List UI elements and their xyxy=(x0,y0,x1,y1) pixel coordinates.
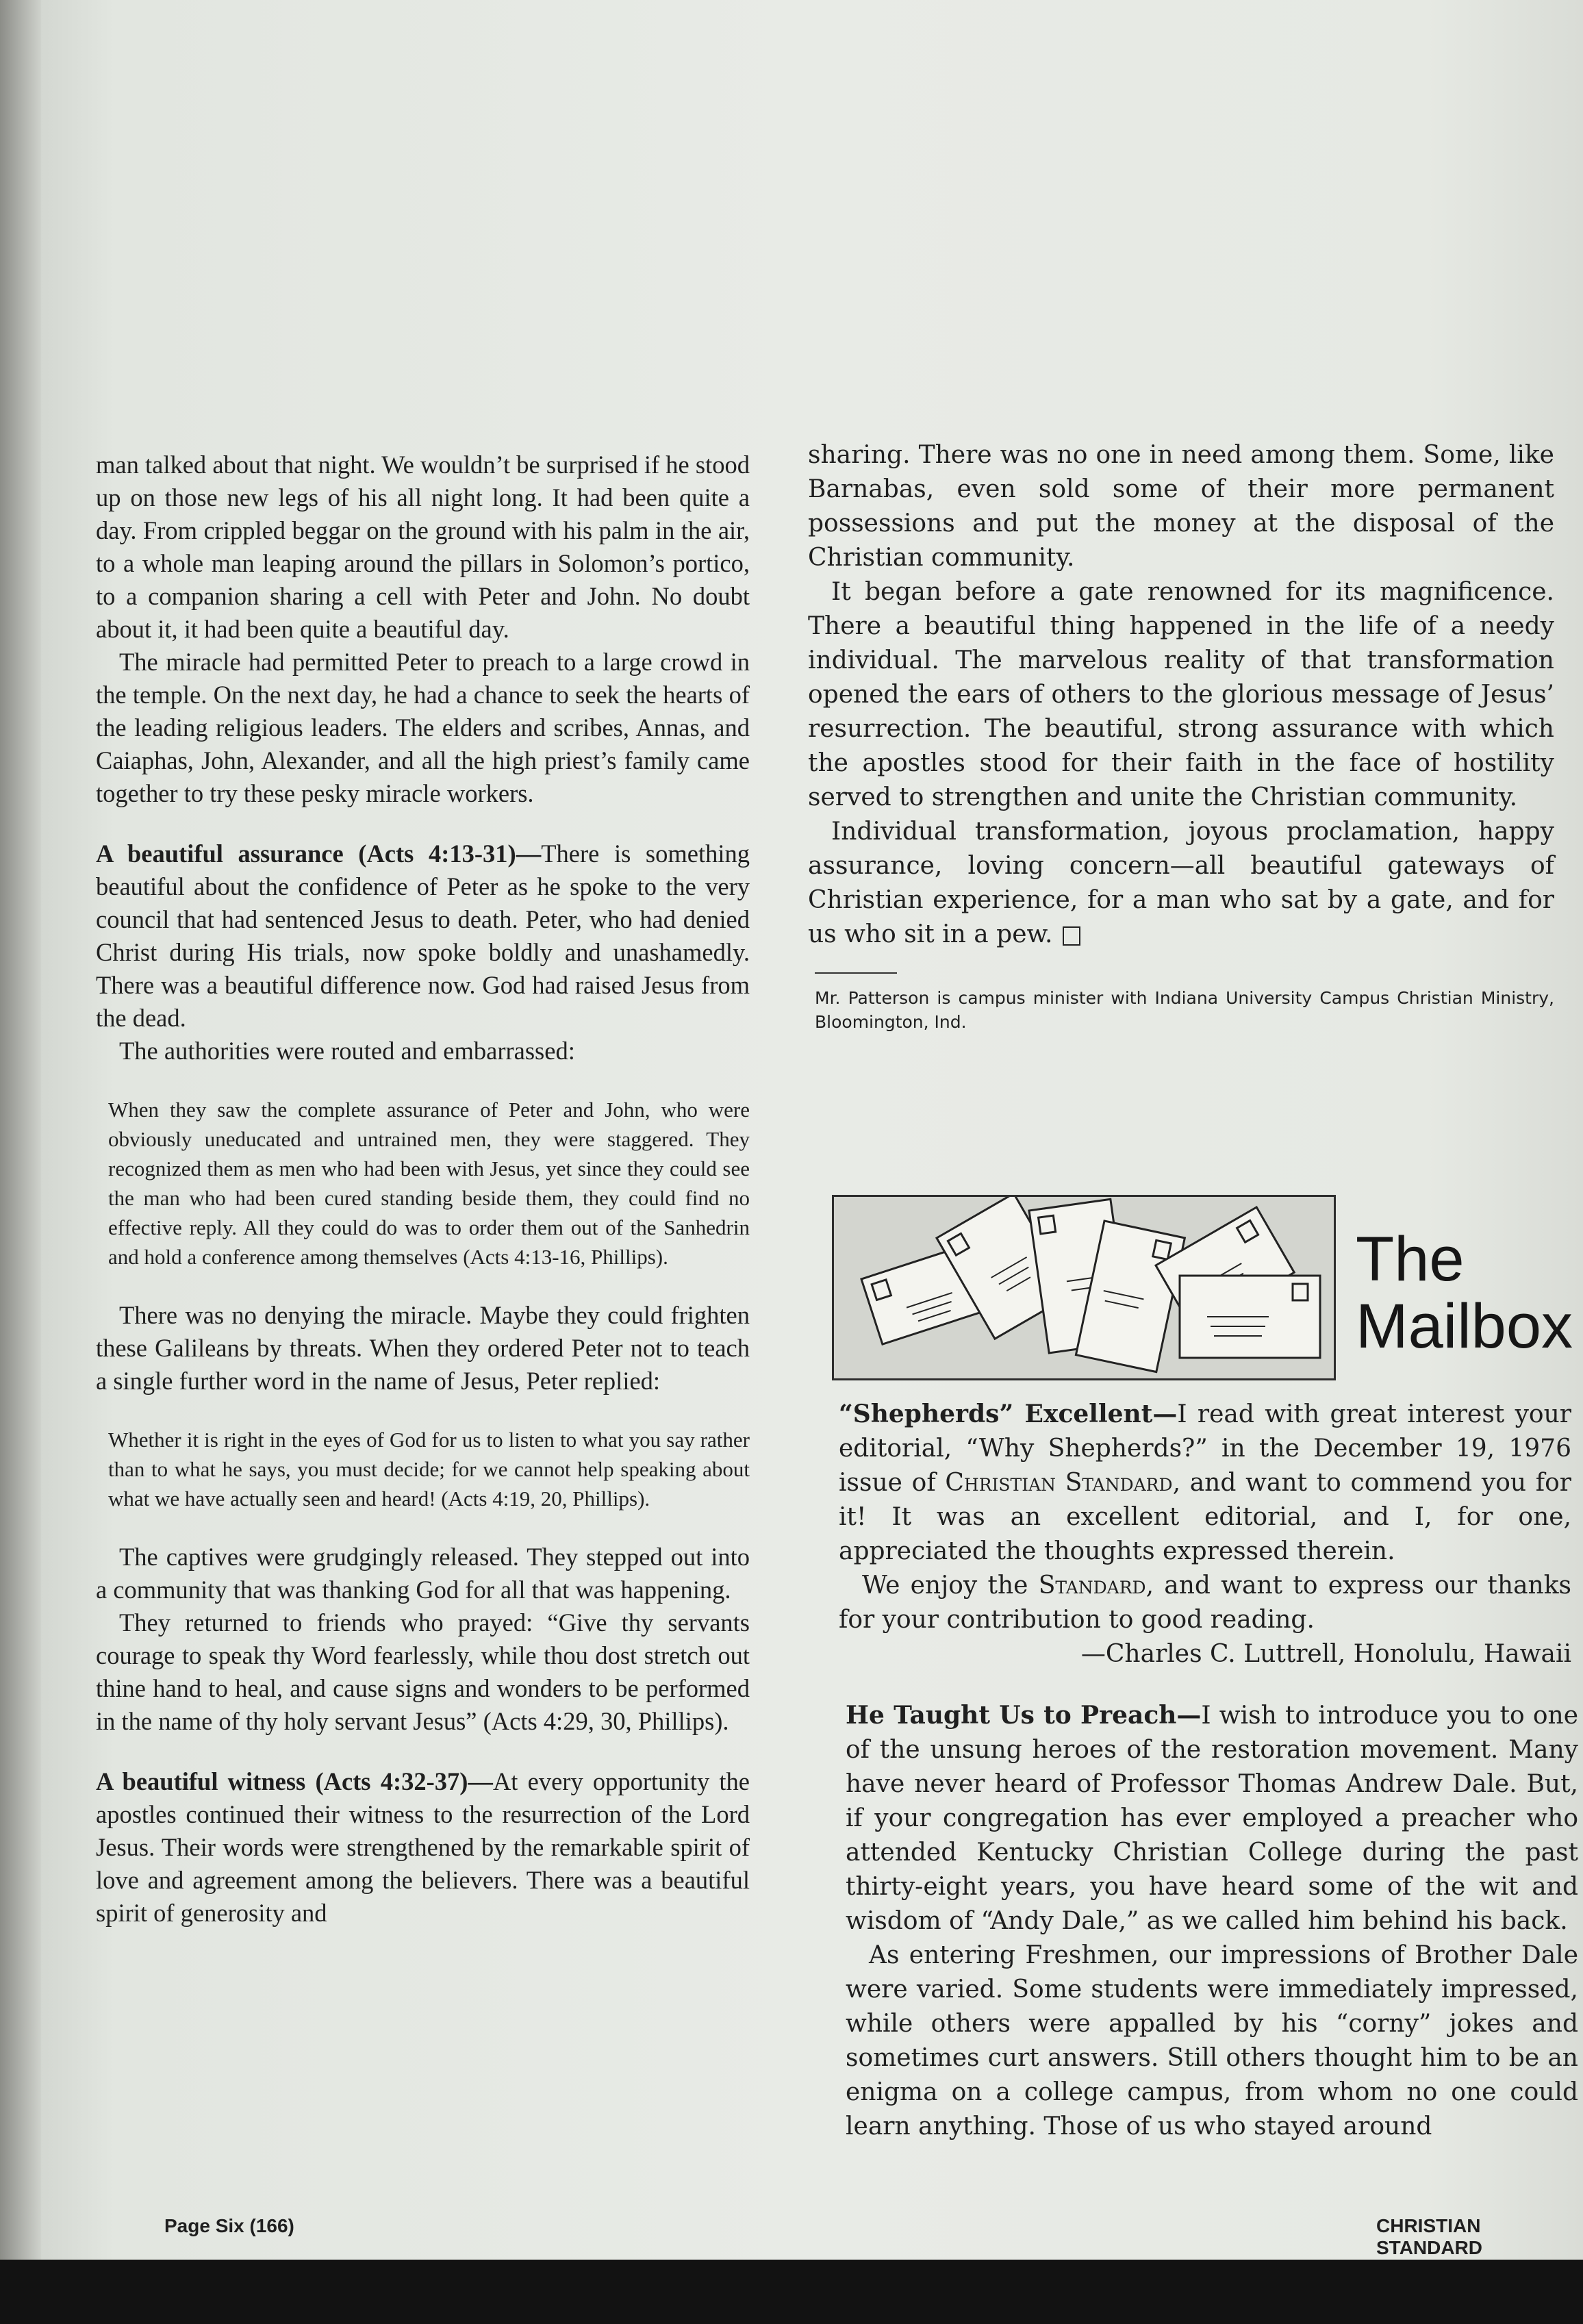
mailbox-title-line: Mailbox xyxy=(1356,1291,1573,1361)
end-mark-icon xyxy=(1063,926,1080,946)
paragraph: It began before a gate renowned for its magnificence. There a beautiful thing happened in the life of a needy individual. The marvelous reality of that transformation opened the ears of others to the glorious message of Jesus’ resurrection. The beautiful, strong assurance with which the apostles stood for their faith in the face of hostility served to strengthen and unite the Christian community. xyxy=(808,578,1554,811)
paragraph: sharing. There was no one in need among them. Some, like Barnabas, even sold some of their more permanent possessions and put the money at the disposal of the Christian community. xyxy=(808,441,1554,572)
letter-text: I read with great interest your editorial, “Why Shepherds?” in the December 19, 1976 issue of xyxy=(839,1400,1571,1497)
footnote-rule xyxy=(815,972,897,974)
paragraph: They returned to friends who prayed: “Give thy servants courage to speak thy Word fearlessly, while thou dost stretch out thine hand to heal, and cause signs and wonders to be performed in the name of thy holy servant Jesus” (Acts 4:29, 30, Phillips). xyxy=(96,1608,750,1735)
paragraph: man talked about that night. We wouldn’t be surprised if he stood up on those new legs of his all night long. It had been quite a day. From crippled beggar on the ground with his palm in the air, to a whole man leaping around the pillars in Solomon’s portico, to a companion sharing a cell with Peter and John. No doubt about it, it had been quite a beautiful day. xyxy=(96,451,750,643)
page-number: Page Six (166) xyxy=(164,2215,294,2236)
letter-heading: He Taught Us to Preach— xyxy=(846,1701,1202,1730)
paragraph-text: There is something beautiful about the confidence of Peter as he spoke to the very council that had sentenced Jesus to death. Peter, who had denied Christ during His trials, now spoke boldly and unashamedly. There was a beautiful difference now. God had raised Jesus from the dead. xyxy=(96,839,750,1032)
section-heading: A beautiful witness (Acts 4:32-37)— xyxy=(96,1767,493,1795)
magazine-name: Christian Standard xyxy=(945,1469,1173,1497)
section-paragraph xyxy=(96,1765,750,1930)
left-column xyxy=(96,449,750,1930)
right-column xyxy=(808,438,1554,1034)
letter-paragraph xyxy=(839,1569,1571,1637)
letter-paragraph xyxy=(839,1397,1571,1569)
block-quote: When they saw the complete assurance of Peter and John, who were obviously uneducated and untrained men, they were staggered. They recognized them as men who had been with Jesus, yet since they could see the man who had been cured standing beside them, they could find no effective reply. All they could do was to order them out of the Sanhedrin and hold a conference among themselves (Acts 4:13-16, Phillips). xyxy=(108,1098,750,1269)
block-quote: Whether it is right in the eyes of God for us to listen to what you say rather than to what he says, you must decide; for we cannot help speaking about what we have actually seen and heard! (Acts 4:19, 20, Phillips). xyxy=(108,1428,750,1511)
paragraph-text: Individual transformation, joyous proclamation, happy assurance, loving concern—all beautiful gateways of Christian experience, for a man who sat by a gate, and for us who sit in a pew. xyxy=(808,818,1554,948)
paragraph-text: At every opportunity the apostles continued their witness to the resurrection of the Lord Jesus. Their words were strengthened by the remarkable spirit of love and agreement among the believers. There was a beautiful spirit of generosity and xyxy=(96,1767,750,1927)
author-footnote: Mr. Patterson is campus minister with Indiana University Campus Christian Ministry, Bloomington, Ind. xyxy=(815,988,1554,1032)
scan-border xyxy=(0,2260,1583,2324)
letter-heading: “Shepherds” Excellent— xyxy=(839,1400,1178,1428)
letter-text: We enjoy the xyxy=(862,1571,1039,1600)
mailbox-illustration xyxy=(832,1195,1336,1380)
letter-signature: —Charles C. Luttrell, Honolulu, Hawaii xyxy=(1080,1640,1571,1668)
letter-text: , and want to express our thanks for your contribution to good reading. xyxy=(839,1571,1572,1634)
paragraph: The authorities were routed and embarrassed: xyxy=(119,1037,575,1065)
magazine-footer: CHRISTIAN STANDARD xyxy=(1376,2215,1483,2258)
mailbox-title xyxy=(1356,1226,1573,1360)
section-heading: A beautiful assurance (Acts 4:13-31)— xyxy=(96,839,542,868)
section-paragraph xyxy=(96,837,750,1035)
letter-taught-us xyxy=(846,1698,1578,2144)
paragraph: The miracle had permitted Peter to preach to a large crowd in the temple. On the next day, he had a chance to seek the hearts of the leading religious leaders. The elders and scribes, Annas, and Caiaphas, John, Alexander, and all the high priest’s family came together to try these pesky miracle workers. xyxy=(96,648,750,807)
letter-paragraph: As entering Freshmen, our impressions of Brother Dale were varied. Some students were immediately impressed, while others were appalled by his “corny” jokes and sometimes curt answers. Still others thought him to be an enigma on a college campus, from whom no one could learn anything. Those of us who stayed around xyxy=(846,1941,1578,2140)
paragraph: There was no denying the miracle. Maybe they could frighten these Galileans by threats. When they ordered Peter not to teach a single further word in the name of Jesus, Peter replied: xyxy=(96,1301,750,1395)
paragraph xyxy=(808,815,1554,952)
letter-text: I wish to introduce you to one of the unsung heroes of the restoration movement. Many have never heard of Professor Thomas Andrew Dale. But, if your congregation has ever employed a preacher who attended Kentucky Christian College during the past thirty-eight years, you have heard some of the wit and wisdom of “Andy Dale,” as we called him behind his back. xyxy=(846,1702,1578,1935)
page-gutter-shadow xyxy=(0,0,41,2260)
envelopes-icon xyxy=(834,1197,1334,1378)
mailbox-title-line: The xyxy=(1356,1224,1465,1294)
paragraph: The captives were grudgingly released. They stepped out into a community that was thanking God for all that was happening. xyxy=(96,1543,750,1604)
letter-text: , and want to commend you for it! It was an excellent editorial, and I, for one, appreciated the thoughts expressed therein. xyxy=(839,1469,1571,1565)
letter-paragraph xyxy=(846,1698,1578,1938)
letter-shepherds xyxy=(839,1397,1571,1671)
magazine-name: Standard xyxy=(1038,1571,1146,1600)
